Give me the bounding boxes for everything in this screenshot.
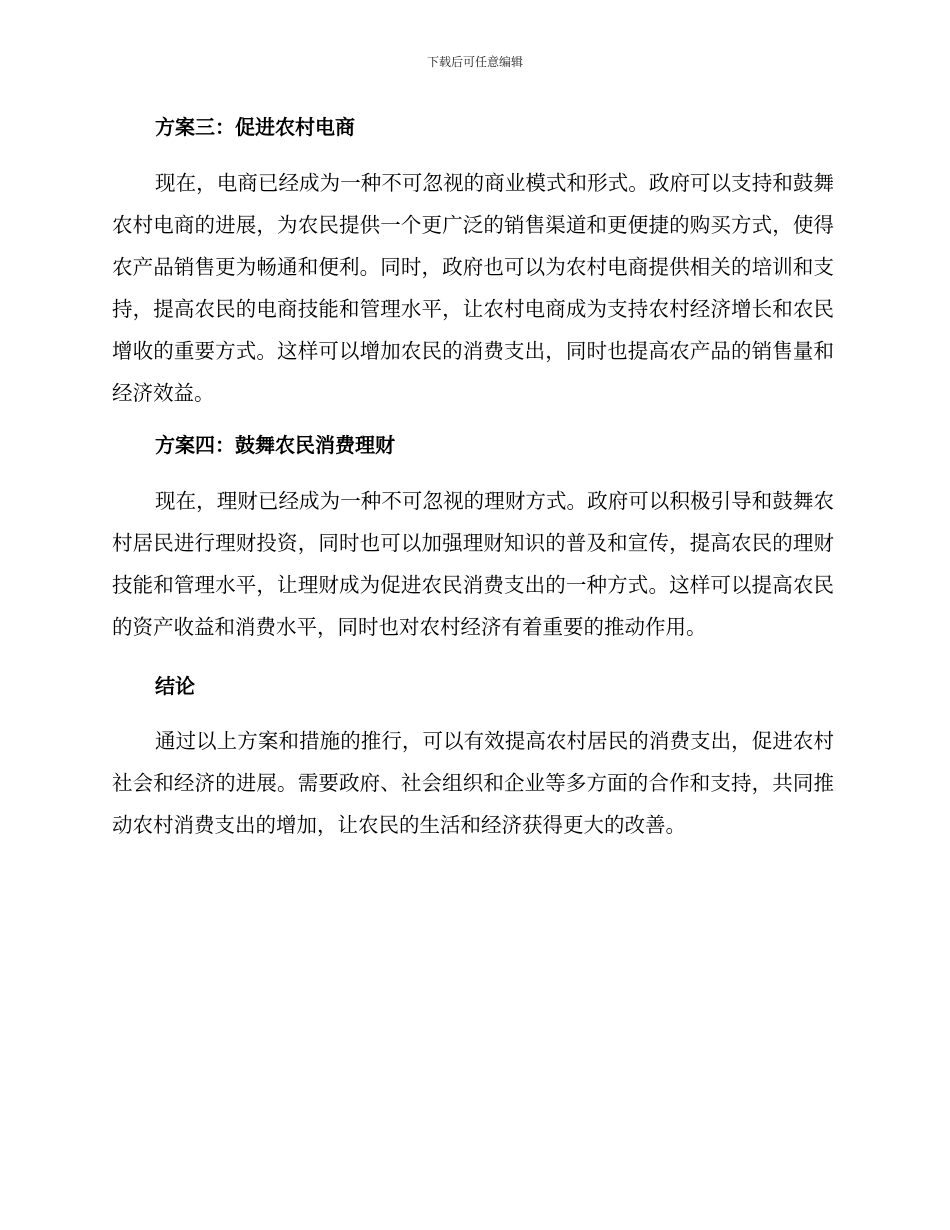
section-paragraph-plan-four: 现在，理财已经成为一种不可忽视的理财方式。政府可以积极引导和鼓舞农村居民进行理财投资，同时也可以加强理财知识的普及和宣传，提高农民的理财技能和管理水平，让理财成为促进农民消费支出的一种方式。这样可以提高农民的资产收益和消费水平，同时也对农村经济有着重要的推动作用。 xyxy=(112,489,834,640)
section-heading-plan-four: 方案四：鼓舞农民消费理财 xyxy=(155,433,395,458)
section-paragraph-plan-three: 现在，电商已经成为一种不可忽视的商业模式和形式。政府可以支持和鼓舞农村电商的进展，为农民提供一个更广泛的销售渠道和更便捷的购买方式，使得农产品销售更为畅通和便利。同时，政府也可以为农村电商提供相关的培训和支持，提高农民的电商技能和管理水平，让农村电商成为支持农村经济增长和农民增收的重要方式。这样可以增加农民的消费支出，同时也提高农产品的销售量和经济效益。 xyxy=(112,171,834,405)
document-body xyxy=(112,110,834,847)
section-heading-conclusion: 结论 xyxy=(155,674,195,699)
section-heading-plan-three: 方案三：促进农村电商 xyxy=(155,115,355,139)
section-paragraph-conclusion: 通过以上方案和措施的推行，可以有效提高农村居民的消费支出，促进农村社会和经济的进展。需要政府、社会组织和企业等多方面的合作和支持，共同推动农村消费支出的增加，让农民的生活和经济获得更大的改善。 xyxy=(112,729,834,837)
header-note: 下载后可任意编辑 xyxy=(426,55,523,69)
